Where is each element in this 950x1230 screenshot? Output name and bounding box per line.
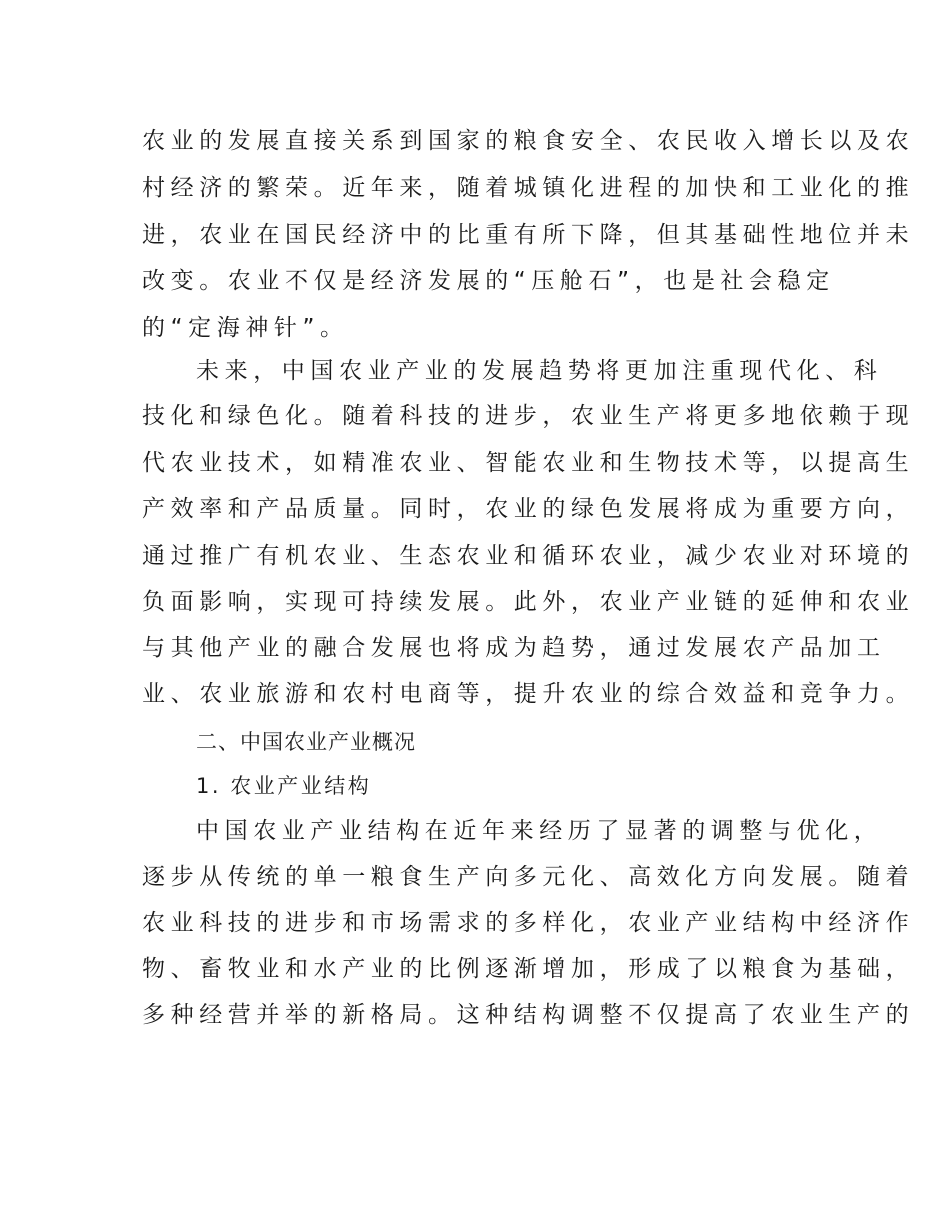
section-heading: 二、中国农业产业概况 xyxy=(196,730,416,754)
paragraph-line: 农业的发展直接关系到国家的粮食安全、农民收入增长以及农 xyxy=(142,128,915,154)
paragraph-line: 业、农业旅游和农村电商等，提升农业的综合效益和竞争力。 xyxy=(142,681,915,707)
paragraph-line: 多种经营并举的新格局。这种结构调整不仅提高了农业生产的 xyxy=(142,1002,915,1028)
paragraph-line: 产效率和产品质量。同时，农业的绿色发展将成为重要方向， xyxy=(142,496,915,522)
paragraph-line: 农业科技的进步和市场需求的多样化，农业产业结构中经济作 xyxy=(142,910,915,936)
paragraph-line: 负面影响，实现可持续发展。此外，农业产业链的延伸和农业 xyxy=(142,589,915,615)
paragraph-line: 代农业技术，如精准农业、智能农业和生物技术等，以提高生 xyxy=(142,450,915,476)
paragraph-line: 的“定海神针”。 xyxy=(142,315,349,341)
paragraph-line: 与其他产业的融合发展也将成为趋势，通过发展农产品加工 xyxy=(142,635,886,661)
paragraph-line: 通过推广有机农业、生态农业和循环农业，减少农业对环境的 xyxy=(142,543,915,569)
paragraph-line: 村经济的繁荣。近年来，随着城镇化进程的加快和工业化的推 xyxy=(142,175,915,201)
paragraph-line: 改变。农业不仅是经济发展的“压舱石”，也是社会稳定 xyxy=(142,268,835,294)
subsection-heading: 1. 农业产业结构 xyxy=(196,774,372,798)
paragraph-line: 进，农业在国民经济中的比重有所下降，但其基础性地位并未 xyxy=(142,222,915,248)
paragraph-line: 物、畜牧业和水产业的比例逐渐增加，形成了以粮食为基础， xyxy=(142,956,915,982)
paragraph-line: 中国农业产业结构在近年来经历了显著的调整与优化， xyxy=(196,818,883,844)
paragraph-line: 技化和绿色化。随着科技的进步，农业生产将更多地依赖于现 xyxy=(142,403,915,429)
paragraph-line: 未来，中国农业产业的发展趋势将更加注重现代化、科 xyxy=(196,358,883,384)
paragraph-line: 逐步从传统的单一粮食生产向多元化、高效化方向发展。随着 xyxy=(142,864,915,890)
